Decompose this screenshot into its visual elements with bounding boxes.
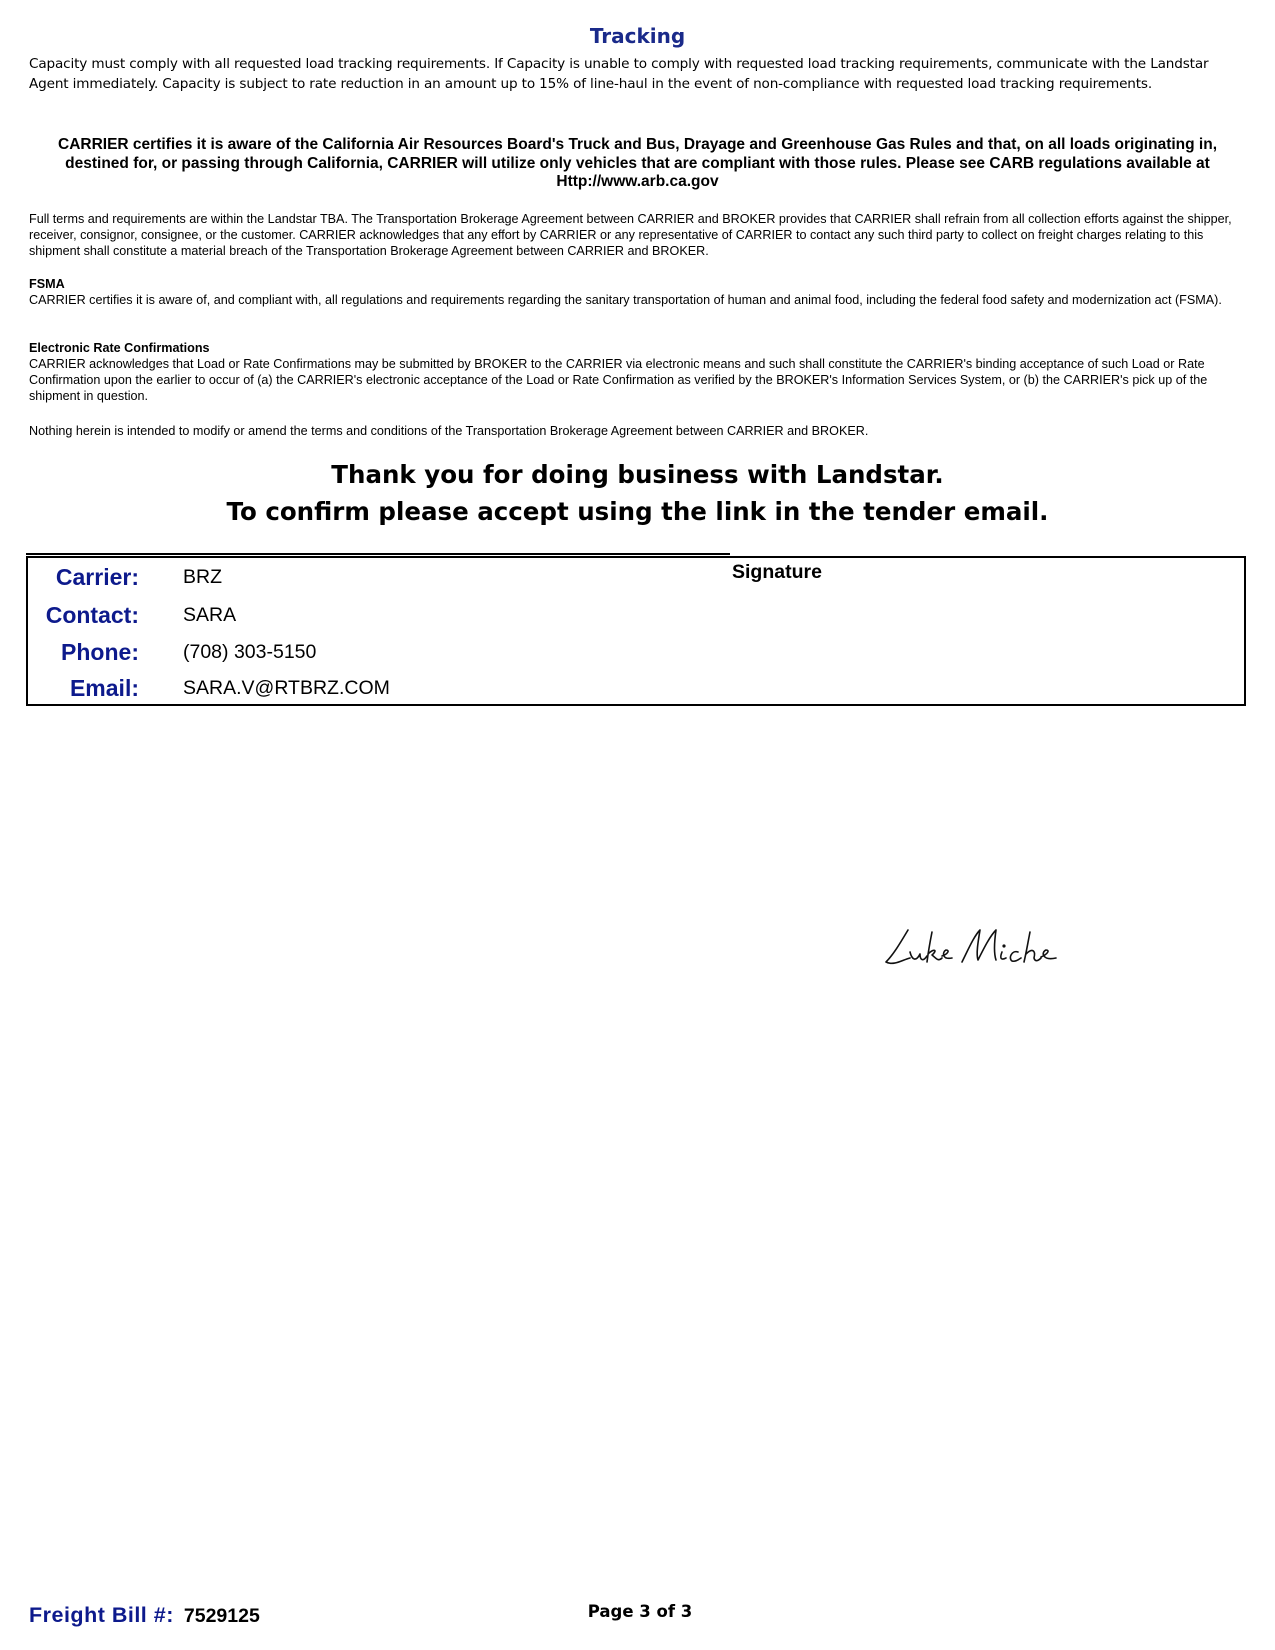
- freight-bill-number: 7529125: [183, 1605, 260, 1627]
- thank-you-message: [0, 456, 1275, 530]
- carrier-label: Carrier:: [55, 564, 139, 590]
- email-label: Email:: [69, 675, 139, 701]
- thank-you-line-2: To confirm please accept using the link in the tender email.: [226, 497, 1049, 526]
- carrier-box-top-rule: [26, 553, 730, 555]
- fsma-section: [29, 276, 1254, 308]
- email-value: SARA.V@RTBRZ.COM: [183, 677, 390, 699]
- nothing-herein-paragraph: Nothing herein is intended to modify or amend the terms and conditions of the Transportation Brokerage Agreement between CARRIER and BROKER.: [29, 424, 869, 438]
- page-number: Page 3 of 3: [587, 1602, 693, 1621]
- thank-you-line-1: Thank you for doing business with Landstar.: [331, 460, 944, 489]
- freight-bill-label: Freight Bill #:: [29, 1603, 174, 1627]
- erc-paragraph: CARRIER acknowledges that Load or Rate Confirmations may be submitted by BROKER to the CARRIER via electronic means and such shall constitute the CARRIER's binding acceptance of such Load or Rate Confirmation upon the earlier to occur of (a) the CARRIER's electronic acceptance of the Load or Rate Confirmation as verified by the BROKER's Information Services System, or (b) the CARRIER's pick up of the shipment in question.: [29, 357, 1208, 403]
- carb-notice: CARRIER certifies it is aware of the California Air Resources Board's Truck and Bus, Drayage and Greenhouse Gas Rules and that, on all loads originating in, destined for, or passing through California, CARRIER will utilize only vehicles that are compliant with those rules. Please see CARB regulations available at Http://www.arb.ca.gov: [58, 136, 1217, 190]
- freight-bill: [29, 1603, 260, 1628]
- contact-value: SARA: [183, 604, 237, 626]
- handwritten-signature: [880, 922, 1080, 972]
- electronic-rate-confirmations-section: [29, 340, 1254, 404]
- tba-paragraph: Full terms and requirements are within the Landstar TBA. The Transportation Brokerage Agreement between CARRIER and BROKER provides that CARRIER shall refrain from all collection efforts against the shipper, receiver, consignor, consignee, or the customer. CARRIER acknowledges that any effort by CARRIER or any representative of CARRIER to contact any such third party to collect on freight charges relating to this shipment shall constitute a material breach of the Transportation Brokerage Agreement between CARRIER and BROKER.: [29, 212, 1232, 258]
- fsma-heading: FSMA: [29, 277, 65, 291]
- phone-value: (708) 303-5150: [183, 641, 317, 663]
- tracking-paragraph: Capacity must comply with all requested load tracking requirements. If Capacity is unable to comply with requested load tracking requirements, communicate with the Landstar Agent immediately. Capacity is subject to rate reduction in an amount up to 15% of line-haul in the event of non-compliance with requested load tracking requirements.: [29, 56, 1209, 92]
- carrier-info-box: [26, 556, 1246, 706]
- fsma-paragraph: CARRIER certifies it is aware of, and compliant with, all regulations and requirements regarding the sanitary transportation of human and animal food, including the federal food safety and modernization act (FSMA).: [29, 293, 1222, 307]
- carrier-value: BRZ: [183, 566, 222, 588]
- tracking-heading: Tracking: [589, 24, 686, 48]
- phone-label: Phone:: [61, 639, 139, 665]
- signature-label: Signature: [732, 561, 822, 583]
- contact-label: Contact:: [45, 602, 139, 628]
- erc-heading: Electronic Rate Confirmations: [29, 341, 210, 355]
